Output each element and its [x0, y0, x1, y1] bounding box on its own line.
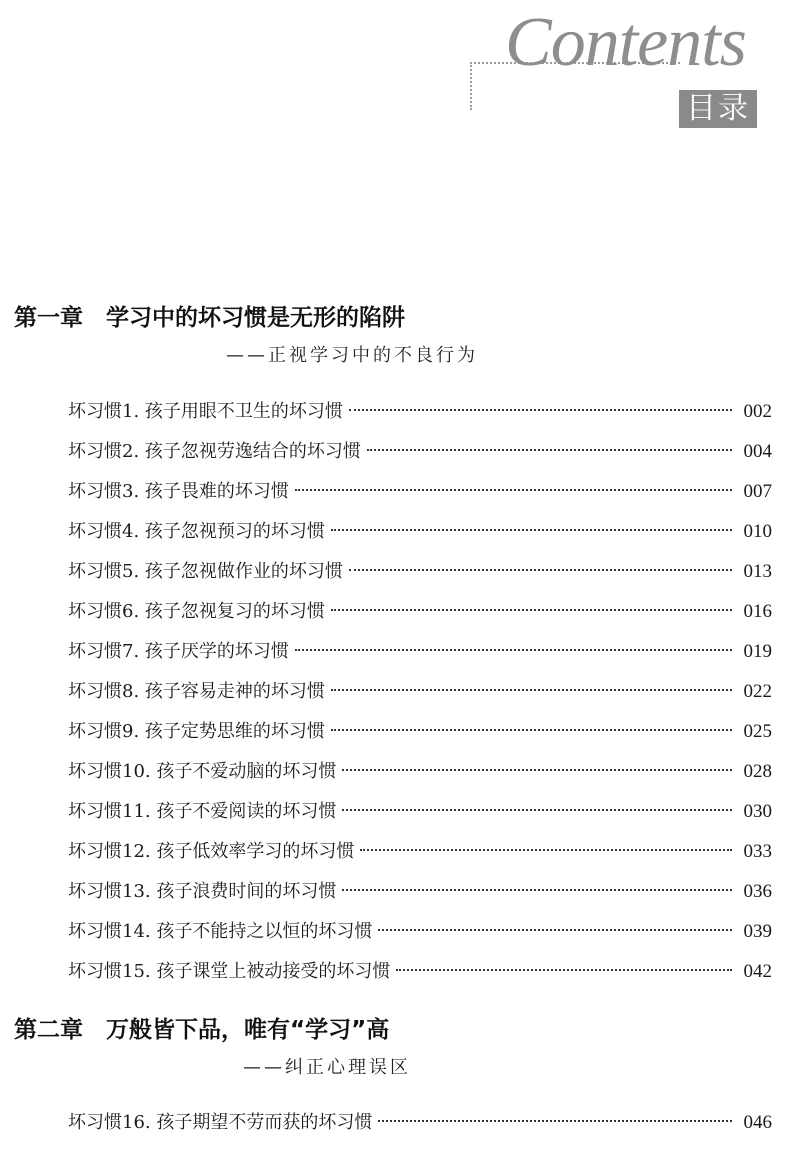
dot-leader [331, 729, 732, 731]
toc-entry-label: 坏习惯4. 孩子忽视预习的坏习惯 [68, 521, 325, 542]
toc-entry-page-number: 046 [743, 1112, 772, 1133]
toc-entry-label: 坏习惯6. 孩子忽视复习的坏习惯 [68, 601, 325, 622]
chapter-2-subtitle: ——纠正心理误区 [243, 1057, 411, 1078]
dot-leader [331, 529, 732, 531]
toc-entry-label: 坏习惯5. 孩子忽视做作业的坏习惯 [68, 561, 343, 582]
toc-entry[interactable] [68, 712, 772, 752]
toc-entry-page-number: 030 [743, 801, 772, 822]
toc-entry[interactable] [68, 472, 772, 512]
toc-entry-page-number: 039 [743, 921, 772, 942]
toc-entry[interactable] [68, 912, 772, 952]
toc-entry-label: 坏习惯13. 孩子浪费时间的坏习惯 [68, 881, 337, 902]
toc-entry-label: 坏习惯1. 孩子用眼不卫生的坏习惯 [68, 401, 343, 422]
toc-entry-label: 坏习惯7. 孩子厌学的坏习惯 [68, 641, 289, 662]
dot-leader [378, 929, 731, 931]
toc-entry-page-number: 036 [743, 881, 772, 902]
toc-entry[interactable] [68, 832, 772, 872]
toc-entry-label: 坏习惯14. 孩子不能持之以恒的坏习惯 [68, 921, 373, 942]
dot-leader [349, 569, 732, 571]
toc-entry[interactable] [68, 632, 772, 672]
toc-entry-label: 坏习惯3. 孩子畏难的坏习惯 [68, 481, 289, 502]
toc-entry[interactable] [68, 792, 772, 832]
toc-entry-page-number: 033 [743, 841, 772, 862]
toc-entry-page-number: 004 [743, 441, 772, 462]
toc-entry-page-number: 022 [743, 681, 772, 702]
toc-entry[interactable] [68, 872, 772, 912]
chapter-2-title: 第二章 万般皆下品，唯有“学习”高 [14, 1017, 390, 1043]
toc-entry-label: 坏习惯8. 孩子容易走神的坏习惯 [68, 681, 325, 702]
chapter-1-toc-list [68, 392, 772, 992]
toc-entry[interactable] [68, 432, 772, 472]
toc-entry-page-number: 007 [743, 481, 772, 502]
dot-leader [342, 769, 731, 771]
toc-entry-label: 坏习惯15. 孩子课堂上被动接受的坏习惯 [68, 961, 391, 982]
chapter-2-toc-list [68, 1103, 772, 1143]
dot-leader [396, 969, 731, 971]
toc-entry-label: 坏习惯12. 孩子低效率学习的坏习惯 [68, 841, 355, 862]
dot-leader [360, 849, 731, 851]
toc-entry-page-number: 028 [743, 761, 772, 782]
toc-entry-label: 坏习惯16. 孩子期望不劳而获的坏习惯 [68, 1112, 373, 1133]
dot-leader [331, 689, 732, 691]
toc-entry-label: 坏习惯11. 孩子不爱阅读的坏习惯 [68, 801, 337, 822]
dot-leader [349, 409, 732, 411]
toc-badge: 目录 [679, 90, 757, 128]
chapter-1-subtitle: ——正视学习中的不良行为 [226, 345, 478, 366]
toc-entry-page-number: 010 [743, 521, 772, 542]
toc-entry-page-number: 025 [743, 721, 772, 742]
toc-entry-page-number: 013 [743, 561, 772, 582]
dot-leader [367, 449, 732, 451]
toc-entry-page-number: 002 [743, 401, 772, 422]
dot-leader [342, 809, 731, 811]
contents-heading: Contents [505, 4, 746, 81]
toc-entry-label: 坏习惯2. 孩子忽视劳逸结合的坏习惯 [68, 441, 361, 462]
toc-entry[interactable] [68, 952, 772, 992]
toc-entry-page-number: 042 [743, 961, 772, 982]
toc-entry[interactable] [68, 592, 772, 632]
dot-leader [295, 489, 732, 491]
toc-entry-page-number: 016 [743, 601, 772, 622]
toc-entry-label: 坏习惯9. 孩子定势思维的坏习惯 [68, 721, 325, 742]
chapter-1-title: 第一章 学习中的坏习惯是无形的陷阱 [14, 305, 405, 331]
toc-entry[interactable] [68, 672, 772, 712]
toc-entry-page-number: 019 [743, 641, 772, 662]
dot-leader [378, 1120, 731, 1122]
toc-entry[interactable] [68, 552, 772, 592]
toc-entry-label: 坏习惯10. 孩子不爱动脑的坏习惯 [68, 761, 337, 782]
dot-leader [331, 609, 732, 611]
toc-entry[interactable] [68, 512, 772, 552]
toc-entry[interactable] [68, 1103, 772, 1143]
dot-leader [295, 649, 732, 651]
toc-entry[interactable] [68, 752, 772, 792]
toc-entry[interactable] [68, 392, 772, 432]
dot-leader [342, 889, 731, 891]
